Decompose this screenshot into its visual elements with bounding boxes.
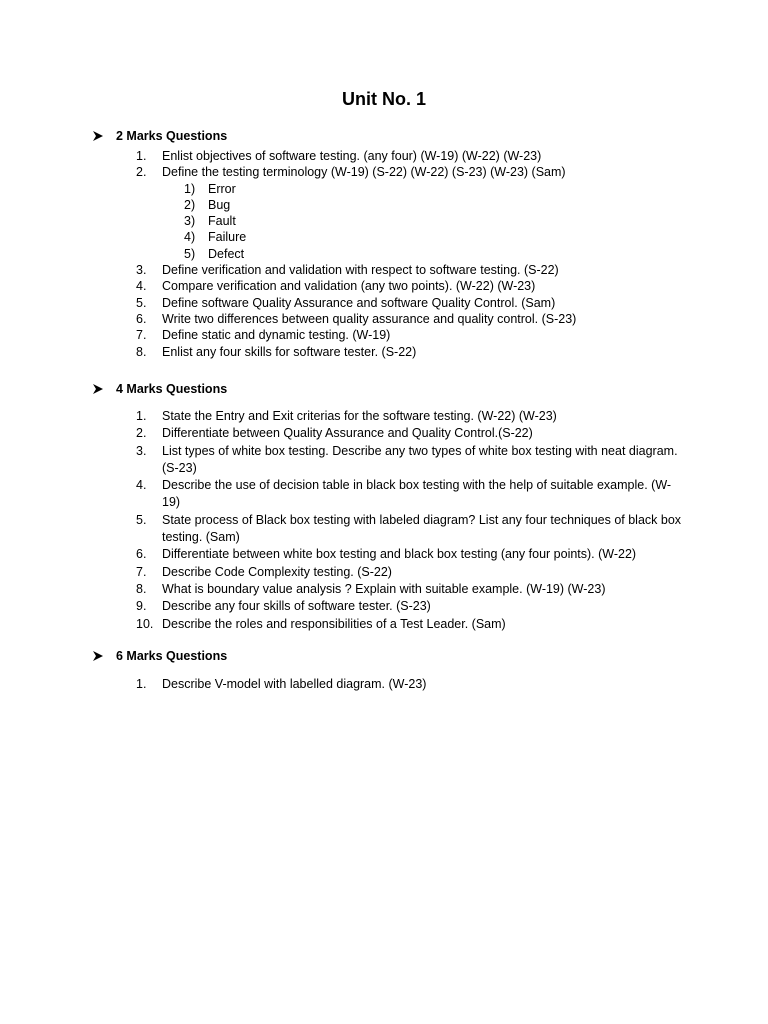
list-item [136, 616, 682, 633]
sub-item-number: 1) [184, 181, 196, 196]
item-text: Write two differences between quality assurance and quality control. (S-23) [162, 311, 577, 326]
item-number: 9. [136, 599, 147, 614]
list-item [136, 443, 682, 478]
item-number: 1. [136, 149, 147, 163]
list-item [136, 546, 682, 563]
list-item [136, 598, 682, 615]
list-item [136, 164, 682, 180]
item-number: 3. [136, 443, 147, 458]
item-number: 4. [136, 279, 147, 294]
sub-item-text: Fault [208, 214, 236, 229]
page-title: Unit No. 1 [342, 89, 426, 109]
list-item [136, 425, 682, 442]
item-number: 10. [136, 616, 154, 631]
item-text: Describe V-model with labelled diagram. (W-23) [162, 677, 427, 691]
section-heading-text: 6 Marks Questions [116, 649, 228, 663]
sub-list-item [184, 181, 682, 197]
list-item [136, 408, 682, 425]
sub-list-item [184, 246, 682, 262]
item-number: 2. [136, 426, 147, 441]
section-heading-4-marks [92, 381, 227, 397]
sub-item-number: 5) [184, 246, 196, 261]
list-item [136, 148, 682, 164]
terminology-sub-list [136, 181, 682, 262]
sub-item-number: 4) [184, 230, 196, 245]
item-text: Define verification and validation with respect to software testing. (S-22) [162, 263, 559, 278]
item-text: Differentiate between white box testing and black box testing (any four points). (W-22) [162, 547, 637, 562]
item-text: Describe Code Complexity testing. (S-22) [162, 564, 392, 579]
item-number: 4. [136, 478, 147, 493]
sub-item-number: 3) [184, 214, 196, 229]
item-text: Define software Quality Assurance and software Quality Control. (Sam) [162, 295, 556, 310]
section-heading-text: 4 Marks Questions [116, 382, 228, 396]
arrow-bullet-icon [92, 383, 104, 395]
sub-list-item [184, 197, 682, 213]
list-item [136, 512, 682, 547]
sub-item-text: Error [208, 181, 236, 196]
section-heading-text: 2 Marks Questions [116, 129, 228, 143]
list-item [136, 311, 682, 327]
item-number: 8. [136, 344, 147, 359]
item-text: What is boundary value analysis ? Explain with suitable example. (W-19) (W-23) [162, 581, 606, 596]
item-number: 6. [136, 547, 147, 562]
list-item [136, 327, 682, 343]
list-item [136, 564, 682, 581]
item-text: Differentiate between Quality Assurance and Quality Control.(S-22) [162, 426, 533, 441]
item-number: 7. [136, 564, 147, 579]
list-item [136, 295, 682, 311]
list-item [136, 477, 682, 512]
sub-list-container [136, 181, 682, 262]
item-text: Define the testing terminology (W-19) (S-22) (W-22) (S-23) (W-23) (Sam) [162, 165, 566, 180]
section-heading-6-marks [92, 648, 227, 664]
item-number: 3. [136, 263, 147, 278]
sub-item-text: Defect [208, 246, 245, 261]
list-item [136, 262, 682, 278]
question-list-4-marks [136, 408, 682, 633]
item-text: Define static and dynamic testing. (W-19) [162, 328, 391, 343]
item-number: 2. [136, 165, 147, 180]
item-number: 5. [136, 295, 147, 310]
sub-item-text: Failure [208, 230, 247, 245]
arrow-bullet-icon [92, 130, 104, 142]
item-number: 1. [136, 409, 147, 423]
item-text: Enlist any four skills for software tester. (S-22) [162, 344, 417, 359]
item-text: Describe the roles and responsibilities of a Test Leader. (Sam) [162, 616, 506, 631]
list-item [136, 278, 682, 294]
item-text: List types of white box testing. Describe any two types of white box testing with neat diagram. (S-23) [162, 443, 678, 475]
item-number: 8. [136, 581, 147, 596]
list-item [136, 676, 682, 693]
arrow-bullet-icon [92, 650, 104, 662]
question-list-6-marks [136, 676, 682, 693]
sub-item-number: 2) [184, 197, 196, 212]
item-text: State the Entry and Exit criterias for the software testing. (W-22) (W-23) [162, 409, 557, 423]
item-number: 1. [136, 677, 147, 691]
item-text: Describe any four skills of software tester. (S-23) [162, 599, 431, 614]
item-number: 6. [136, 311, 147, 326]
item-text: State process of Black box testing with labeled diagram? List any four techniques of black box testing. (Sam) [162, 512, 682, 545]
list-item [136, 344, 682, 360]
item-text: Compare verification and validation (any two points). (W-22) (W-23) [162, 279, 536, 294]
item-text: Enlist objectives of software testing. (any four) (W-19) (W-22) (W-23) [162, 149, 542, 163]
list-item [136, 581, 682, 598]
section-heading-2-marks [92, 128, 227, 144]
sub-item-text: Bug [208, 197, 231, 212]
sub-list-item [184, 229, 682, 245]
item-number: 7. [136, 328, 147, 343]
item-number: 5. [136, 512, 147, 527]
sub-list-item [184, 213, 682, 229]
item-text: Describe the use of decision table in black box testing with the help of suitable example. (W-19) [162, 478, 672, 510]
question-list-2-marks [136, 148, 682, 360]
